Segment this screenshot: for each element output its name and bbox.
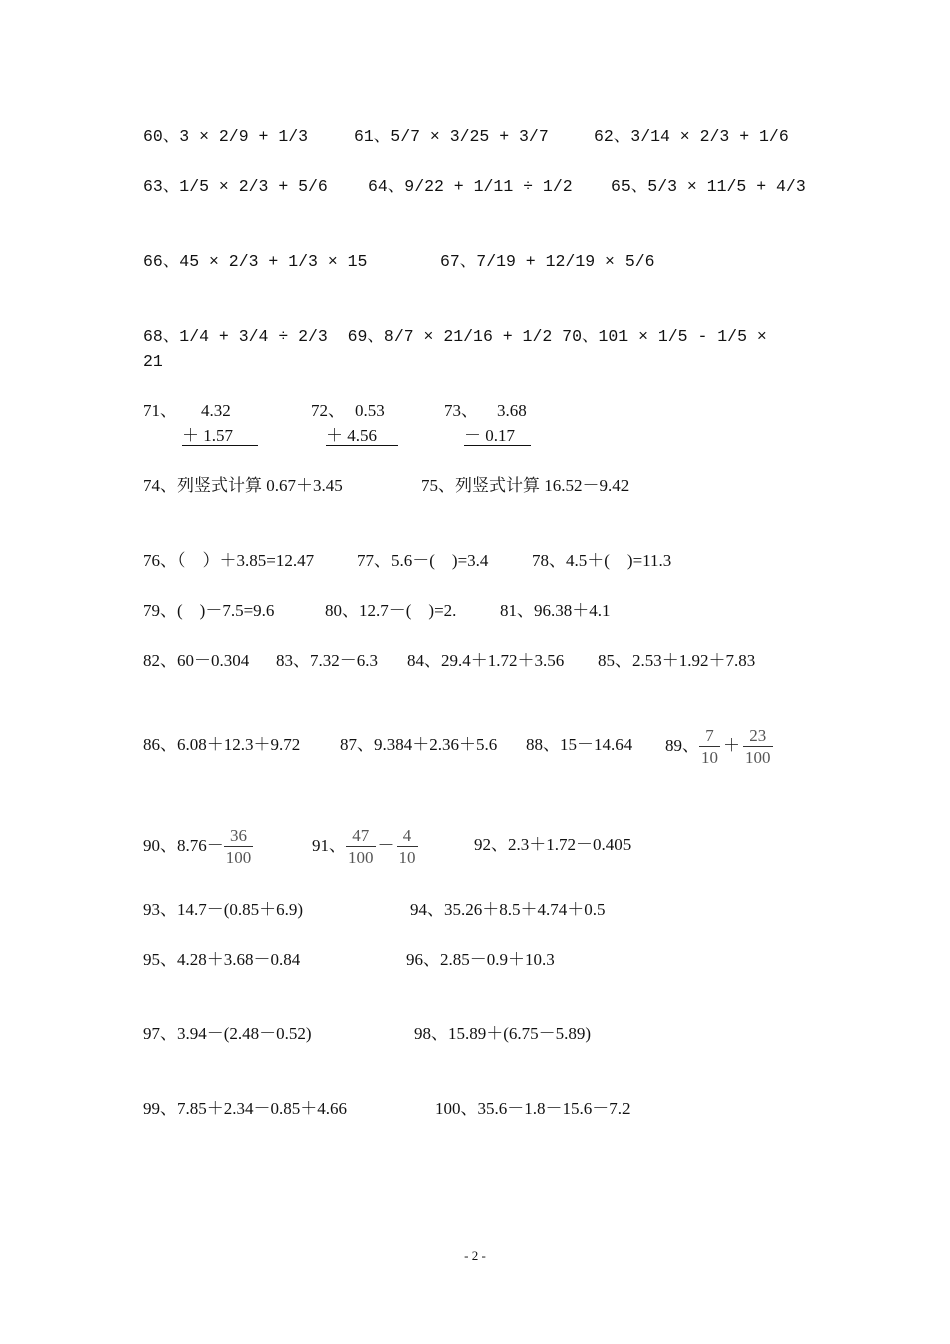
fraction-4-10: $\frac{4}{10}$ <box>398 825 416 867</box>
problem-93: 93、14.7－(0.85＋6.9) <box>143 900 304 919</box>
problem-96: 96、2.85－0.9＋10.3 <box>406 950 555 969</box>
problem-76: 76、（ ）＋3.85=12.47 <box>143 551 315 570</box>
problem-97: 97、3.94－(2.48－0.52) <box>143 1024 312 1043</box>
problem-82: 82、60－0.304 <box>143 651 250 670</box>
fraction-47-100: $\frac{47}{100}$ <box>348 825 374 867</box>
problem-90-label: 90、8.76－ <box>143 836 224 855</box>
fraction-23-100: $\frac{23}{100}$ <box>745 725 771 767</box>
problem-75: 75、列竖式计算 16.52－9.42 <box>421 476 630 495</box>
problem-67: 67、7/19 + 12/19 × 5/6 <box>440 252 655 271</box>
minus-operator: － <box>377 836 395 855</box>
problem-89-label: 89、 <box>665 736 699 755</box>
problem-63: 63、1/5 × 2/3 + 5/6 <box>143 177 328 196</box>
problem-73-top: 3.68 <box>497 401 527 420</box>
problem-86: 86、6.08＋12.3＋9.72 <box>143 735 301 754</box>
problem-71-label: 71、 <box>143 401 177 420</box>
problem-81: 81、96.38＋4.1 <box>500 601 611 620</box>
problem-84: 84、29.4＋1.72＋3.56 <box>407 651 565 670</box>
problem-79: 79、( )－7.5=9.6 <box>143 601 275 620</box>
problem-95: 95、4.28＋3.68－0.84 <box>143 950 301 969</box>
problem-71-top: 4.32 <box>201 401 231 420</box>
problem-64: 64、9/22 + 1/11 ÷ 1/2 <box>368 177 573 196</box>
fraction-36-100: $\frac{36}{100}$ <box>225 825 252 867</box>
problem-88: 88、15－14.64 <box>526 735 633 754</box>
problem-94: 94、35.26＋8.5＋4.74＋0.5 <box>410 900 606 919</box>
problem-72-bottom: ＋ 4.56 <box>326 425 398 447</box>
problem-74: 74、列竖式计算 0.67＋3.45 <box>143 476 343 495</box>
fraction-7-10: $\frac{7}{10}$ <box>701 725 718 767</box>
problem-80: 80、12.7－( )=2. <box>325 601 457 620</box>
problem-99: 99、7.85＋2.34－0.85＋4.66 <box>143 1099 347 1118</box>
problem-62: 62、3/14 × 2/3 + 1/6 <box>594 127 789 146</box>
problem-61: 61、5/7 × 3/25 + 3/7 <box>354 127 549 146</box>
problem-100: 100、35.6－1.8－15.6－7.2 <box>435 1099 631 1118</box>
problem-91-label: 91、 <box>312 836 346 855</box>
problem-65: 65、5/3 × 11/5 + 4/3 <box>611 177 806 196</box>
problem-83: 83、7.32－6.3 <box>276 651 378 670</box>
problem-60: 60、3 × 2/9 + 1/3 <box>143 127 309 146</box>
problem-77: 77、5.6－( )=3.4 <box>357 551 489 570</box>
problem-90 <box>143 826 253 866</box>
problem-98: 98、15.89＋(6.75－5.89) <box>414 1024 592 1043</box>
problem-89 <box>665 726 773 766</box>
problem-68-70-line2: 21 <box>143 352 163 371</box>
problem-72-label: 72、 <box>311 401 345 420</box>
problem-92: 92、2.3＋1.72－0.405 <box>474 835 632 854</box>
problem-71-bottom: ＋ 1.57 <box>182 425 258 447</box>
problem-66: 66、45 × 2/3 + 1/3 × 15 <box>143 252 368 271</box>
problem-73-bottom: － 0.17 <box>464 425 531 447</box>
problem-85: 85、2.53＋1.92＋7.83 <box>598 651 756 670</box>
problem-78: 78、4.5＋( )=11.3 <box>532 551 672 570</box>
plus-operator: ＋ <box>723 736 740 755</box>
problem-72-top: 0.53 <box>355 401 385 420</box>
problem-73-label: 73、 <box>444 401 478 420</box>
problem-91 <box>312 826 418 866</box>
page-number: - 2 - <box>464 1248 486 1263</box>
problem-68-70-line1: 68、1/4 + 3/4 ÷ 2/3 69、8/7 × 21/16 + 1/2 70、101 × 1/5 - 1/5 × <box>143 327 767 346</box>
problem-87: 87、9.384＋2.36＋5.6 <box>340 735 498 754</box>
